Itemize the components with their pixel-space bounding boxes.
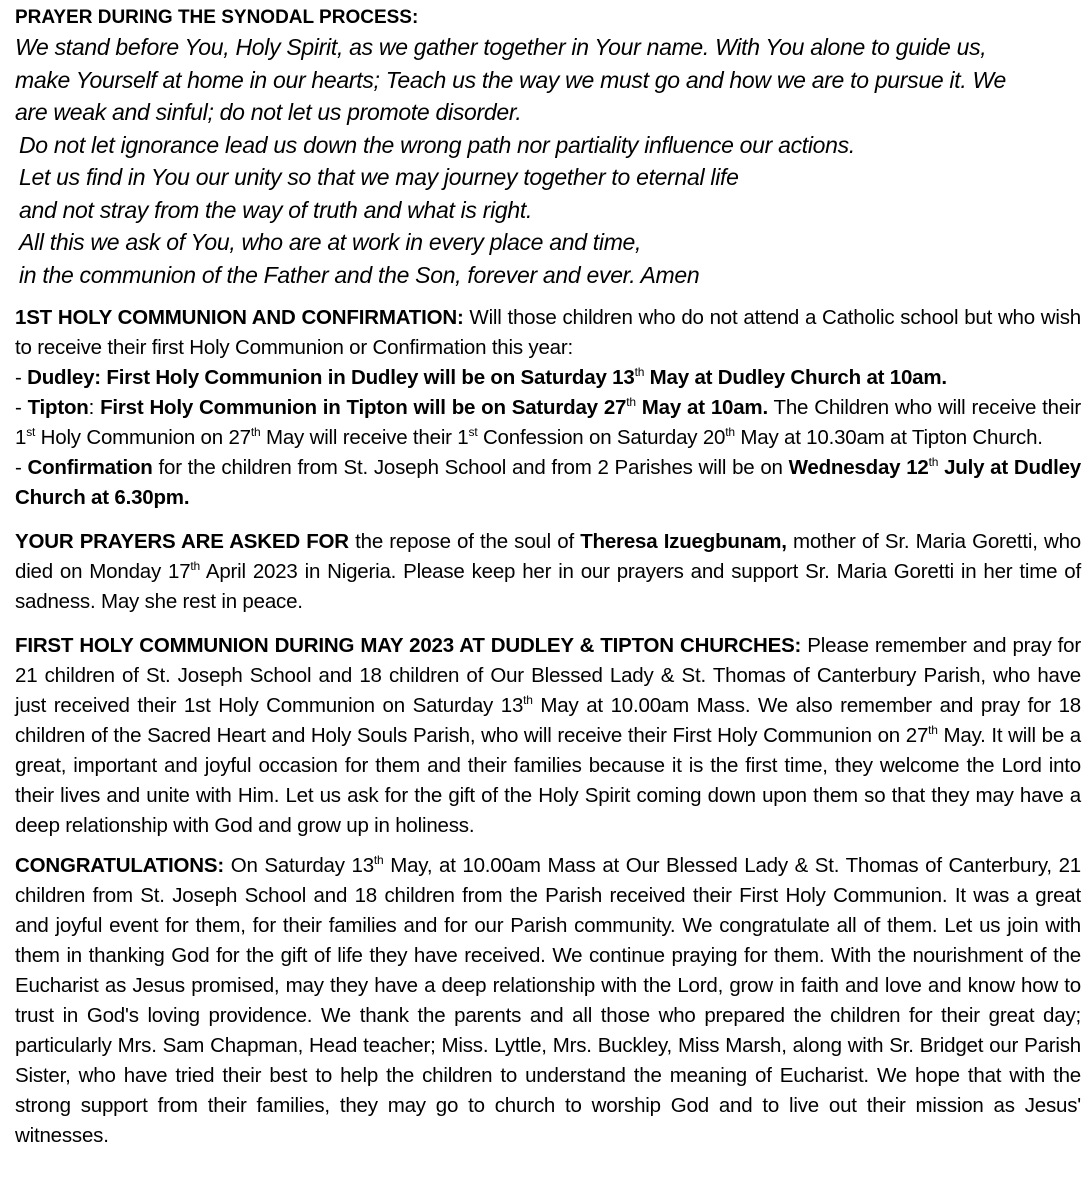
prayers-asked-paragraph (15, 527, 1081, 617)
communion-confirmation-section (15, 303, 1081, 513)
dudley-date-text: May at Dudley Church at 10am. (644, 366, 947, 389)
section-heading: 1ST HOLY COMMUNION AND CONFIRMATION: (15, 306, 464, 329)
prayer-line: Let us find in You our unity so that we may journey together to eternal life (19, 164, 739, 190)
list-dash: - (15, 366, 28, 389)
confirmation-date-text: July at Dudley Church at 6.30pm. (15, 456, 1082, 509)
prayer-line: in the communion of the Father and the Son, forever and ever. Amen (19, 261, 700, 288)
tipton-date-text: May at 10am. (635, 396, 768, 419)
colon: : (88, 396, 101, 419)
dudley-item (15, 363, 1081, 393)
prayer-line: are weak and sinful; do not let us promote disorder. (15, 99, 522, 125)
ordinal-suffix: th (190, 559, 201, 574)
body-text: May. It will be a great, important and joyful occasion for them and their families because it is the first time, they welcome the Lord into their lives and unite with Him. Let us ask for the gift of the Holy Spirit coming down upon them so that they may have a deep relationship with God and grow up in holiness. (15, 724, 1082, 837)
body-text: mother of Sr. Maria Goretti, who died on Monday 17 (15, 530, 1081, 583)
dudley-date-text: Dudley: First Holy Communion in Dudley will be on Saturday 13 (27, 366, 635, 389)
deceased-name: Theresa Izuegbunam, (580, 530, 787, 553)
confirmation-label: Confirmation (27, 456, 153, 479)
section-heading: FIRST HOLY COMMUNION DURING MAY 2023 AT DUDLEY & TIPTON CHURCHES: (15, 634, 802, 657)
body-text: Please remember and pray for 21 children of St. Joseph School and 18 children of Our Blessed Lady & St. Thomas of Canterbury Parish, who have just received their 1st Holy Communion on Saturday 13 (15, 634, 1081, 717)
ordinal-suffix: th (373, 853, 384, 868)
synodal-prayer-section (15, 5, 1081, 291)
body-text: The Children who will receive their 1 (15, 396, 1081, 449)
body-text: April 2023 in Nigeria. Please keep her in our prayers and support Sr. Maria Goretti in her time of sadness. May she rest in peace. (15, 560, 1081, 613)
prayer-line: and not stray from the way of truth and what is right. (19, 196, 533, 223)
tipton-label: Tipton (27, 396, 89, 419)
ordinal-suffix: st (468, 425, 478, 440)
ordinal-suffix: th (523, 693, 533, 708)
prayer-line: All this we ask of You, who are at work in every place and time, (19, 229, 642, 255)
congratulations-paragraph (15, 851, 1081, 1151)
body-text: Will those children who do not attend a Catholic school but who wish to receive their first Holy Communion or Confirmation this year: (15, 306, 1081, 359)
tipton-date-text: First Holy Communion in Tipton will be on Saturday 27 (100, 396, 627, 419)
ordinal-suffix: st (26, 425, 36, 440)
confirmation-date-text: Wednesday 12 (788, 456, 929, 479)
body-text: for the children from St. Joseph School and from 2 Parishes will be on (152, 456, 789, 479)
body-text: the repose of the soul of (348, 530, 581, 553)
body-text: Confession on Saturday 20 (477, 426, 726, 449)
body-text: May at 10.30am at Tipton Church. (734, 426, 1043, 449)
body-text: On Saturday 13 (224, 854, 374, 877)
tipton-item (15, 393, 1081, 453)
ordinal-suffix: th (928, 455, 939, 470)
ordinal-suffix: th (634, 365, 645, 380)
body-text: May, at 10.00am Mass at Our Blessed Lady & St. Thomas of Canterbury, 21 children from St. Joseph School and 18 children from the Parish received their First Holy Communion. It was a great and joyful event for them, for their families and for our Parish community. We congratulate all of them. Let us join with them in thanking God for the gift of life they have received. We continue praying for them. With the nourishment of the Eucharist as Jesus promised, may they have a deep relationship with the Lord, grow in faith and love and know how to trust in God's loving providence. We thank the parents and all those who prepared the children for their great day; particularly Mrs. Sam Chapman, Head teacher; Miss. Lyttle, Mrs. Buckley, Miss Marsh, along with Sr. Bridget our Parish Sister, who have tried their best to help the children to understand the meaning of Eucharist. We hope that with the strong support from their families, they may go to church to worship God and to live out their mission as Jesus' witnesses. (15, 854, 1081, 1147)
list-dash: - (15, 396, 28, 419)
body-text: Holy Communion on 27 (35, 426, 251, 449)
prayer-line: make Yourself at home in our hearts; Teach us the way we must go and how we are to pursue it. We (15, 66, 1006, 93)
confirmation-item (15, 453, 1081, 513)
prayer-line: We stand before You, Holy Spirit, as we gather together in Your name. With You alone to guide us, (15, 34, 987, 60)
may-communion-paragraph (15, 631, 1081, 841)
body-text: May at 10.00am Mass. We also remember and pray for 18 children of the Sacred Heart and Holy Souls Parish, who will receive their First Holy Communion on 27 (15, 694, 1081, 747)
ordinal-suffix: th (725, 425, 735, 440)
communion-intro-paragraph (15, 303, 1081, 363)
ordinal-suffix: th (250, 425, 261, 440)
section-heading: CONGRATULATIONS: (15, 854, 224, 877)
ordinal-suffix: th (626, 395, 636, 410)
prayer-title: PRAYER DURING THE SYNODAL PROCESS: (15, 7, 419, 28)
ordinal-suffix: th (928, 723, 938, 738)
list-dash: - (15, 456, 28, 479)
prayer-line: Do not let ignorance lead us down the wrong path nor partiality influence our actions. (19, 131, 855, 158)
body-text: May will receive their 1 (260, 426, 469, 449)
section-heading: YOUR PRAYERS ARE ASKED FOR (15, 530, 349, 553)
